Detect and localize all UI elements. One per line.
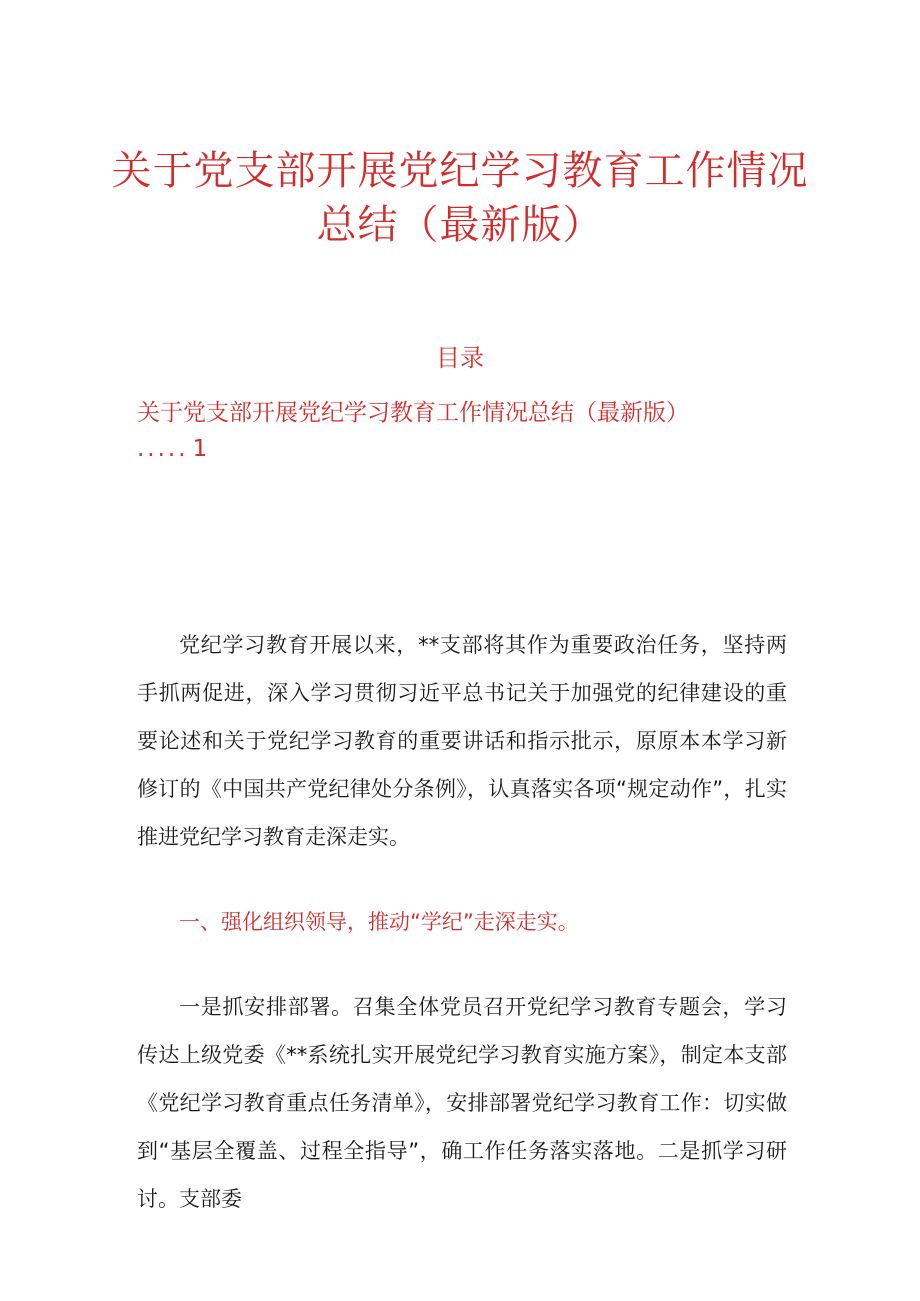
toc-entry-leader	[137, 432, 207, 466]
body-paragraph-section-1: 一是抓安排部署。召集全体党员召开党纪学习教育专题会，学习传达上级党委《**系统扎实开展党纪学习教育实施方案》，制定本支部《党纪学习教育重点任务清单》，安排部署党纪学习教育工作：切实做到“基层全覆盖、过程全指导”，确工作任务落实落地。二是抓学习研讨。支部委	[137, 995, 787, 1211]
section-heading-1: 一、强化组织领导，推动“学纪”走深走实。	[179, 910, 579, 934]
document-title-line-2: 总结（最新版）	[316, 202, 604, 248]
toc-entry[interactable]: 关于党支部开展党纪学习教育工作情况总结（最新版）	[137, 400, 689, 426]
document-title-line-1: 关于党支部开展党纪学习教育工作情况	[111, 148, 809, 194]
toc-page-number: 1	[192, 436, 208, 462]
toc-heading: 目录	[436, 344, 484, 372]
body-paragraph-intro: 党纪学习教育开展以来，**支部将其作为重要政治任务，坚持两手抓两促进，深入学习贯彻习近平总书记关于加强党的纪律建设的重要论述和关于党纪学习教育的重要讲话和指示批示，原原本本学习新修订的《中国共产党纪律处分条例》，认真落实各项“规定动作”，扎实推进党纪学习教育走深走实。	[137, 633, 787, 849]
toc-leader-dots: .....	[137, 436, 189, 462]
